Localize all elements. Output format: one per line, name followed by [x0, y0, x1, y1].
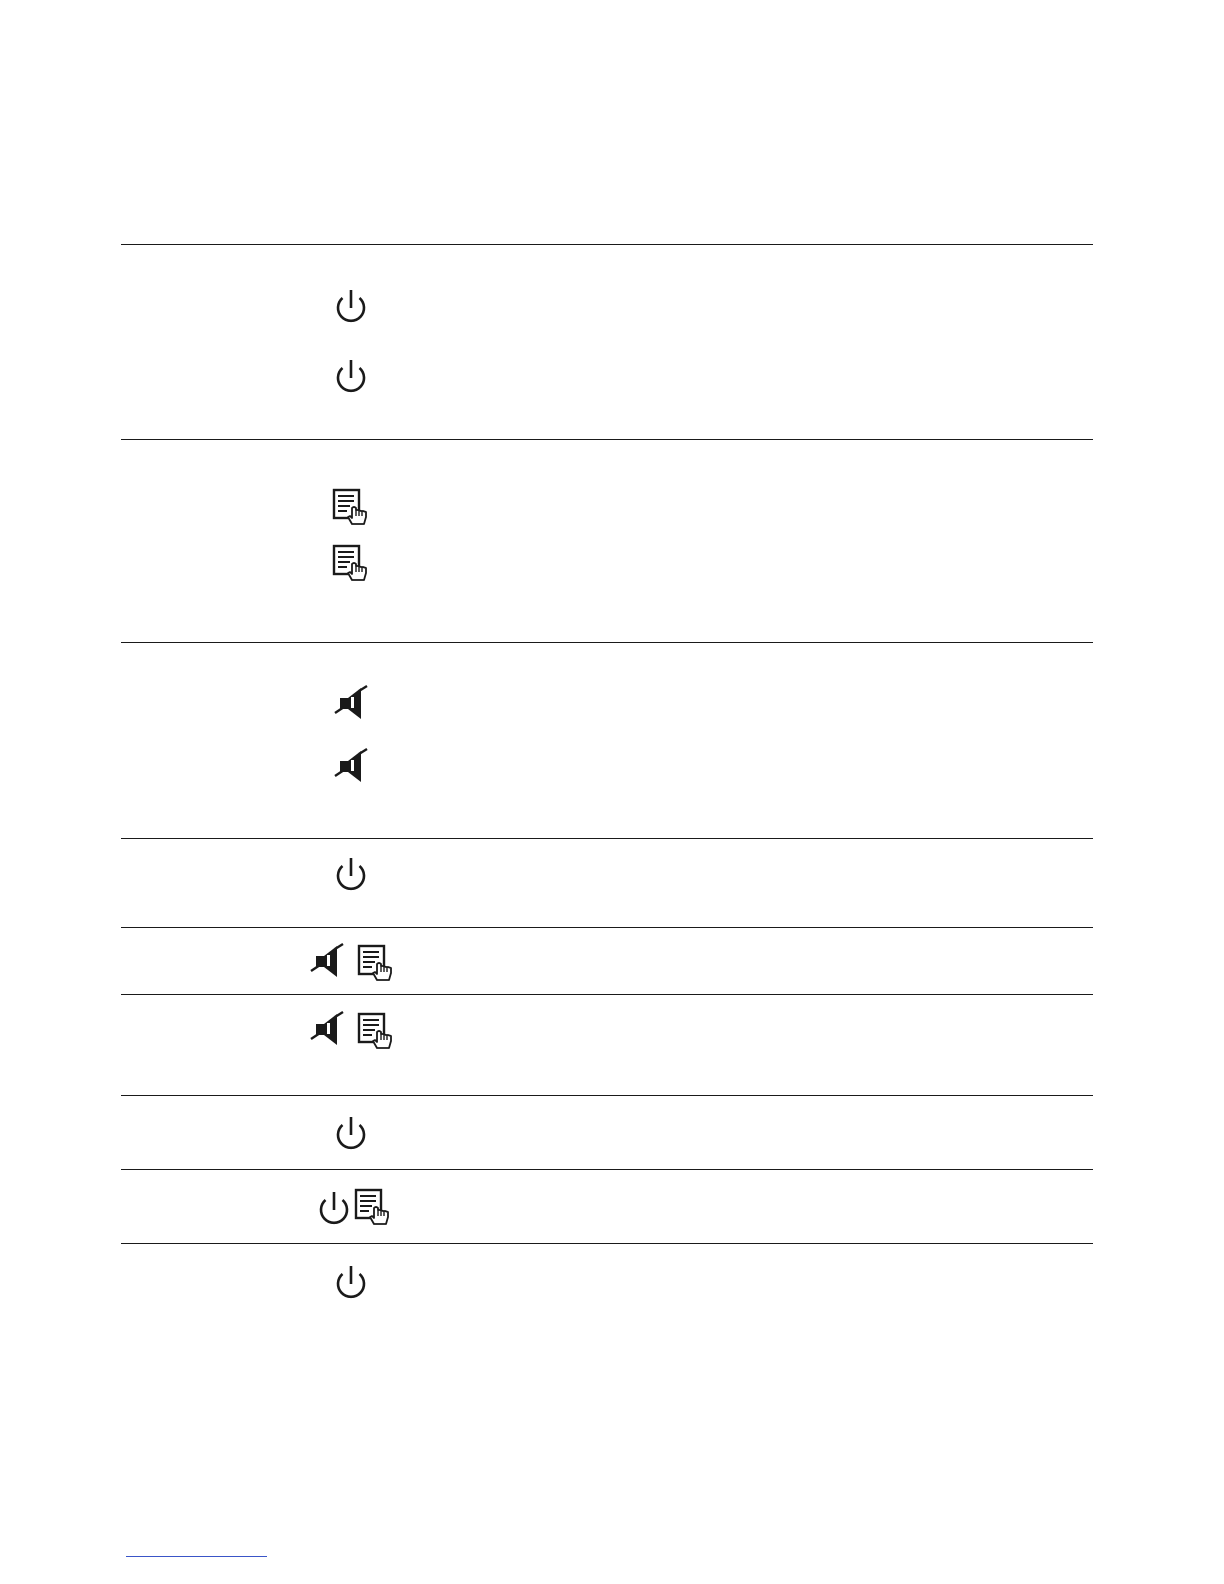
power-icon	[331, 1114, 371, 1154]
power-icon	[331, 357, 371, 397]
power-icon	[331, 287, 371, 327]
footer-link-underline[interactable]	[126, 1556, 267, 1557]
power-icon	[314, 1189, 354, 1229]
table-rule	[121, 838, 1093, 839]
table-rule	[121, 1169, 1093, 1170]
menu-touch-icon	[356, 943, 396, 983]
table-rule	[121, 244, 1093, 245]
mute-icon	[307, 941, 347, 981]
power-icon	[331, 1263, 371, 1303]
power-icon	[331, 855, 371, 895]
menu-touch-icon	[353, 1187, 393, 1227]
menu-touch-icon	[331, 487, 371, 527]
mute-icon	[331, 683, 371, 723]
table-rule	[121, 439, 1093, 440]
table-rule	[121, 1095, 1093, 1096]
menu-touch-icon	[356, 1011, 396, 1051]
menu-touch-icon	[331, 543, 371, 583]
table-rule	[121, 994, 1093, 995]
table-rule	[121, 1243, 1093, 1244]
mute-icon	[331, 746, 371, 786]
table-rule	[121, 927, 1093, 928]
table-rule	[121, 642, 1093, 643]
mute-icon	[307, 1009, 347, 1049]
